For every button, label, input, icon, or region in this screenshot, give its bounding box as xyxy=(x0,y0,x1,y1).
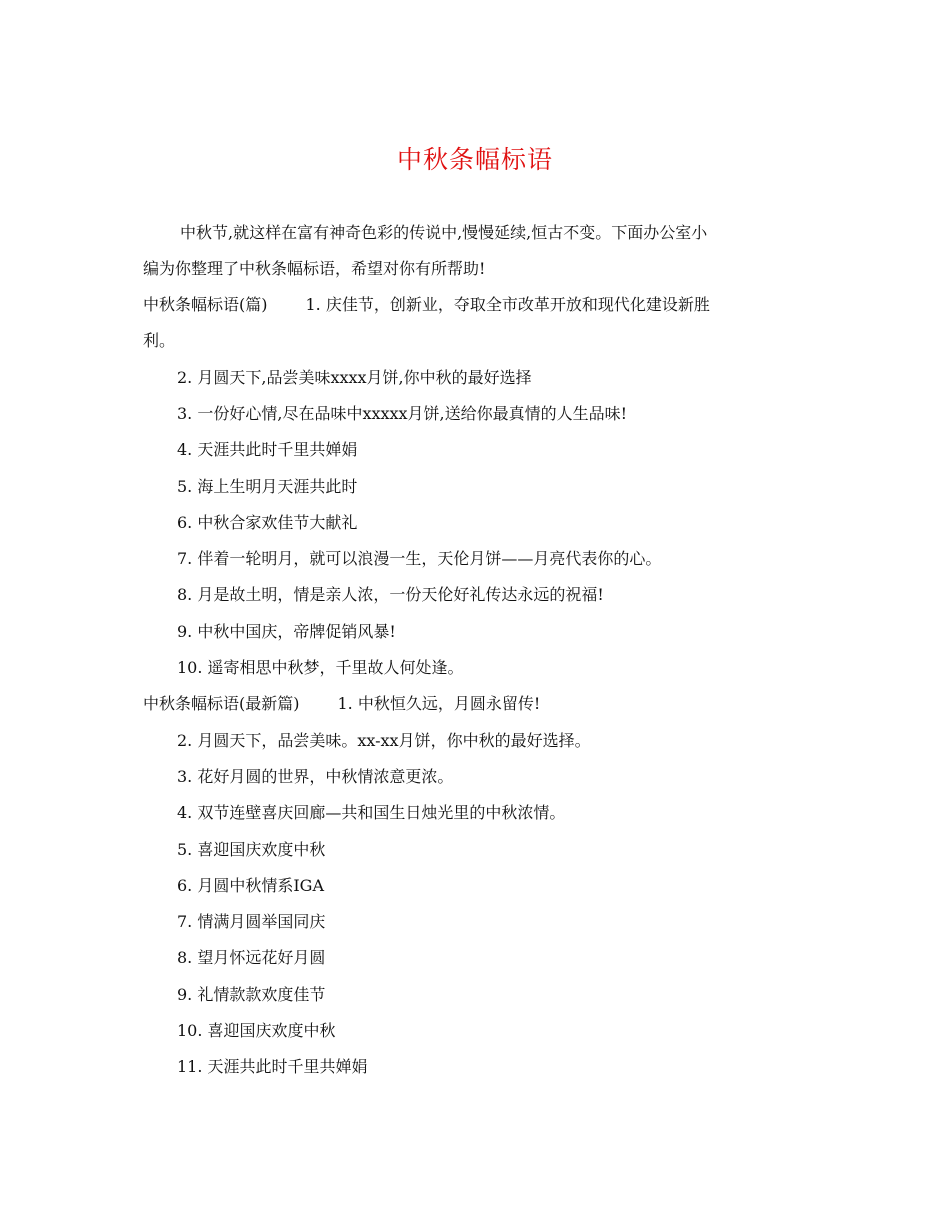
list-item: 10. 遥寄相思中秋梦，千里故人何处逢。 xyxy=(177,658,464,677)
list-item: 5. 海上生明月天涯共此时 xyxy=(177,477,358,496)
list-item: 2. 月圆天下,品尝美味xxxx月饼,你中秋的最好选择 xyxy=(177,368,532,387)
page-title: 中秋条幅标语 xyxy=(396,145,553,174)
section-1-item-1-continuation: 利。 xyxy=(143,331,176,350)
list-item: 10. 喜迎国庆欢度中秋 xyxy=(177,1021,336,1040)
section-2-item-1: 1. 中秋恒久远，月圆永留传! xyxy=(337,694,541,713)
intro-paragraph-line-2: 编为你整理了中秋条幅标语，希望对你有所帮助! xyxy=(143,259,486,278)
list-item: 3. 花好月圆的世界，中秋情浓意更浓。 xyxy=(177,767,454,786)
list-item: 7. 情满月圆举国同庆 xyxy=(177,912,326,931)
list-item: 6. 中秋合家欢佳节大献礼 xyxy=(177,513,358,532)
list-item: 11. 天涯共此时千里共婵娟 xyxy=(177,1057,368,1076)
list-item: 9. 中秋中国庆，帝牌促销风暴! xyxy=(177,622,396,641)
list-item: 8. 月是故土明，情是亲人浓，一份天伦好礼传达永远的祝福! xyxy=(177,585,604,604)
intro-paragraph-line-1: 中秋节,就这样在富有神奇色彩的传说中,慢慢延续,恒古不变。下面办公室小 xyxy=(180,223,708,242)
section-2-heading-row xyxy=(143,693,540,715)
list-item: 2. 月圆天下，品尝美味。xx-xx月饼，你中秋的最好选择。 xyxy=(177,731,591,750)
list-item: 3. 一份好心情,尽在品味中xxxxx月饼,送给你最真情的人生品味! xyxy=(177,404,628,423)
list-item: 9. 礼情款款欢度佳节 xyxy=(177,985,326,1004)
list-item: 4. 双节连壁喜庆回廊—共和国生日烛光里的中秋浓情。 xyxy=(177,803,566,822)
section-2-heading: 中秋条幅标语(最新篇) xyxy=(143,694,300,713)
section-1-item-1: 1. 庆佳节，创新业，夺取全市改革开放和现代化建设新胜 xyxy=(305,295,710,314)
list-item: 6. 月圆中秋情系IGA xyxy=(177,876,325,895)
list-item: 4. 天涯共此时千里共婵娟 xyxy=(177,440,358,459)
list-item: 5. 喜迎国庆欢度中秋 xyxy=(177,840,326,859)
section-1-heading: 中秋条幅标语(篇) xyxy=(143,295,268,314)
list-item: 7. 伴着一轮明月，就可以浪漫一生，天伦月饼——月亮代表你的心。 xyxy=(177,549,662,568)
section-1-heading-row xyxy=(143,294,710,316)
list-item: 8. 望月怀远花好月圆 xyxy=(177,948,326,967)
